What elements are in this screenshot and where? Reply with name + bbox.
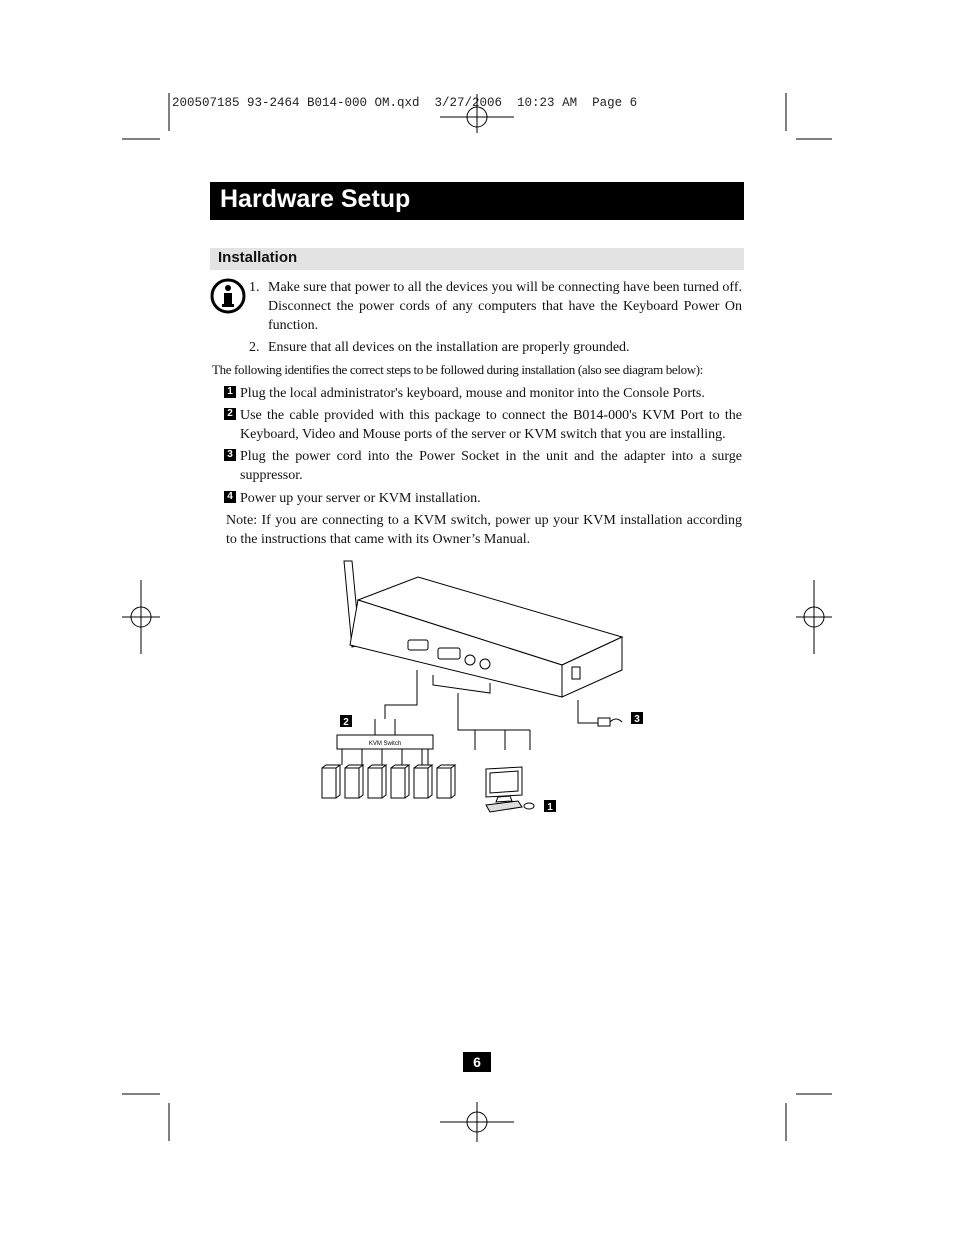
- prereq-item-2: [249, 338, 742, 357]
- step-item-2: [224, 406, 742, 444]
- step-text: Plug the power cord into the Power Socket in the unit and the adapter into a surge suppressor.: [240, 449, 742, 483]
- step-badge: 1: [224, 386, 236, 398]
- server-towers: [322, 765, 455, 798]
- kvm-switch-label: KVM Switch: [368, 741, 402, 747]
- keyboard: [486, 801, 522, 812]
- prereq-text: Make sure that power to all the devices you will be connecting have been turned off. Disconnect the power cords of any computers that have the Keyboard Power On function.: [268, 280, 742, 333]
- mouse: [524, 803, 534, 809]
- step-text: Power up your server or KVM installation.: [240, 491, 481, 506]
- diagram-badge-1: 1: [547, 802, 553, 813]
- page-title-bar: [210, 182, 744, 220]
- note-text: Note: If you are connecting to a KVM switch, power up your KVM installation according to the instructions that came with its Owner’s Manual.: [226, 513, 742, 547]
- info-icon: [210, 278, 246, 314]
- step-badge: 3: [224, 449, 236, 461]
- step-item-4: [224, 489, 742, 508]
- diagram-badge-3: 3: [634, 714, 640, 725]
- step-badge: 2: [224, 408, 236, 420]
- print-slug-line: 200507185 93-2464 B014-000 OM.qxd 3/27/2006 10:23 AM Page 6: [172, 96, 638, 110]
- page-title: Hardware Setup: [220, 185, 411, 213]
- page-number: 6: [463, 1052, 491, 1072]
- step-text: Plug the local administrator's keyboard, mouse and monitor into the Console Ports.: [240, 386, 705, 401]
- intro-text: The following identifies the correct steps to be followed during installation (also see diagram below):: [212, 362, 704, 377]
- section-heading-bar: [210, 248, 744, 270]
- step-text: Use the cable provided with this package to connect the B014-000's KVM Port to the Keyboard, Video and Mouse ports of the server or KVM switch that you are installing.: [240, 408, 742, 442]
- step-item-1: [224, 384, 742, 403]
- diagram-badge-2: 2: [343, 717, 349, 728]
- prereq-item-1: [249, 278, 742, 335]
- section-heading: Installation: [218, 249, 298, 266]
- prereq-number: 2.: [249, 340, 260, 355]
- prereq-number: 1.: [249, 280, 260, 295]
- step-badge: 4: [224, 491, 236, 503]
- prereq-text: Ensure that all devices on the installation are properly grounded.: [268, 340, 630, 355]
- monitor: [486, 767, 522, 802]
- installation-diagram: [300, 555, 650, 825]
- step-item-3: [224, 447, 742, 485]
